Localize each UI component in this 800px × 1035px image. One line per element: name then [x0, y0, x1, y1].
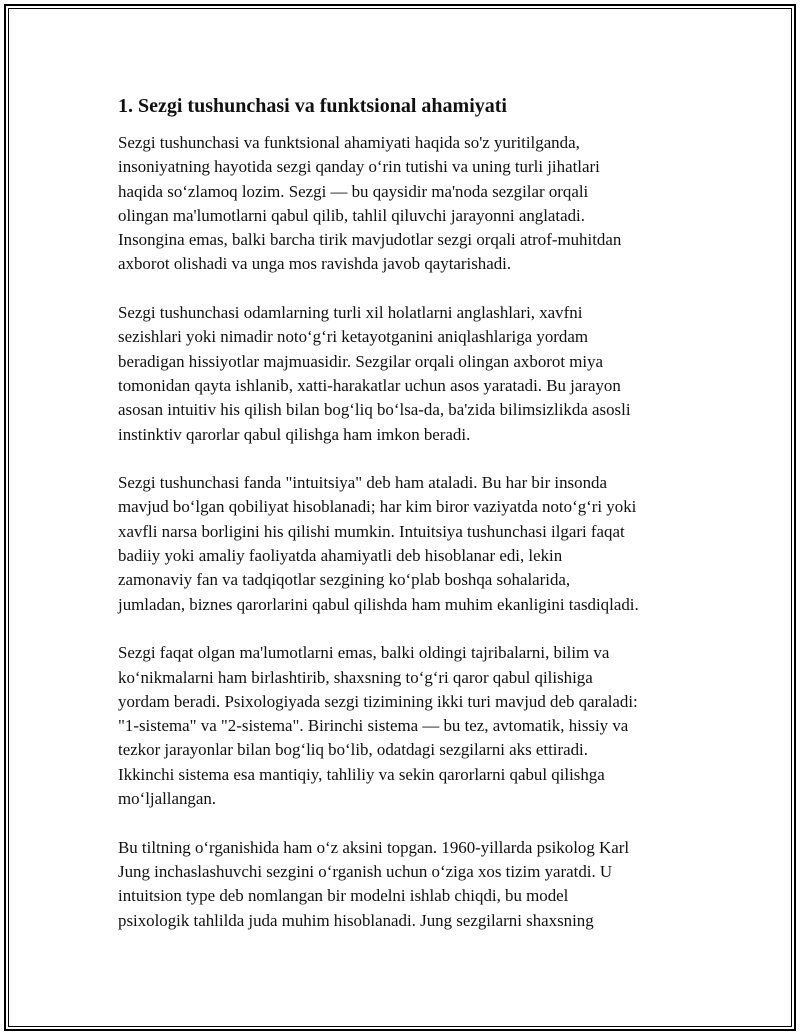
paragraph-4 [118, 641, 698, 811]
text-line: instinktiv qarorlar qabul qilishga ham imkon beradi. [118, 424, 471, 444]
text-line: Jung inchaslashuvchi sezgini oʻrganish uchun oʻziga xos tizim yaratdi. U [118, 861, 613, 881]
text-line: beradigan hissiyotlar majmuasidir. Sezgilar orqali olingan axborot miya [118, 351, 604, 371]
text-line: Bu tiltning oʻrganishida ham oʻz aksini topgan. 1960-yillarda psikolog Karl [118, 837, 630, 857]
text-line: yordam beradi. Psixologiyada sezgi tizimining ikki turi mavjud deb qaraladi: [118, 691, 638, 711]
document-body [118, 93, 698, 957]
text-line: zamonaviy fan va tadqiqotlar sezgining koʻplab boshqa sohalarida, [118, 570, 571, 590]
text-line: haqida soʻzlamoq lozim. Sezgi — bu qaysidir ma'noda sezgilar orqali [118, 181, 589, 201]
text-line: Sezgi tushunchasi va funktsional ahamiyati haqida so'z yuritilganda, [118, 133, 580, 152]
text-line: jumladan, biznes qarorlarini qabul qilishda ham muhim ekanligini tasdiqladi. [118, 594, 639, 614]
text-line: Sezgi tushunchasi odamlarning turli xil holatlarni anglashlari, xavfni [118, 303, 583, 323]
text-line: mavjud boʻlgan qobiliyat hisoblanadi; har kim biror vaziyatda notoʻgʻri yoki [118, 497, 637, 517]
text-line: xavfli narsa borligini his qilishi mumkin. Intuitsiya tushunchasi ilgari faqat [118, 521, 625, 541]
paragraph-1 [118, 131, 698, 277]
text-line: "1-sistema" va "2-sistema". Birinchi sistema — bu tez, avtomatik, hissiy va [118, 716, 629, 736]
text-line: tezkor jarayonlar bilan bogʻliq boʻlib, odatdagi sezgilarni aks ettiradi. [118, 740, 588, 760]
text-line: asosan intuitiv his qilish bilan bogʻliq boʻlsa-da, ba'zida bilimsizlikda asosli [118, 400, 631, 420]
text-line: tomonidan qayta ishlanib, xatti-harakatlar uchun asos yaratadi. Bu jarayon [118, 375, 621, 395]
paragraph-2 [118, 301, 698, 447]
text-line: Sezgi tushunchasi fanda "intuitsiya" deb ham ataladi. Bu har bir insonda [118, 473, 607, 493]
text-line: olingan ma'lumotlarni qabul qilib, tahlil qiluvchi jarayonni anglatadi. [118, 205, 585, 225]
section-heading: 1. Sezgi tushunchasi va funktsional ahamiyati [118, 95, 507, 117]
text-line: badiiy yoki amaliy faoliyatda ahamiyatli deb hisoblanar edi, lekin [118, 546, 563, 566]
text-line: psixologik tahlilda juda muhim hisoblanadi. Jung sezgilarni shaxsning [118, 910, 594, 930]
text-line: koʻnikmalarni ham birlashtirib, shaxsning toʻgʻri qaror qabul qilishiga [118, 667, 593, 687]
text-line: Sezgi faqat olgan ma'lumotlarni emas, balki oldingi tajribalarni, bilim va [118, 643, 610, 663]
paragraph-5 [118, 836, 698, 933]
text-line: insoniyatning hayotida sezgi qanday oʻrin tutishi va uning turli jihatlari [118, 157, 600, 177]
text-line: axborot olishadi va unga mos ravishda javob qaytarishadi. [118, 254, 512, 274]
text-line: moʻljallangan. [118, 789, 217, 809]
paragraph-3 [118, 471, 698, 617]
text-line: sezishlari yoki nimadir notoʻgʻri ketayotganini aniqlashlariga yordam [118, 327, 588, 347]
text-line: intuitsion type deb nomlangan bir modelni ishlab chiqdi, bu model [118, 886, 569, 906]
text-line: Insongina emas, balki barcha tirik mavjudotlar sezgi orqali atrof-muhitdan [118, 230, 622, 250]
text-line: Ikkinchi sistema esa mantiqiy, tahliliy va sekin qarorlarni qabul qilishga [118, 764, 605, 784]
